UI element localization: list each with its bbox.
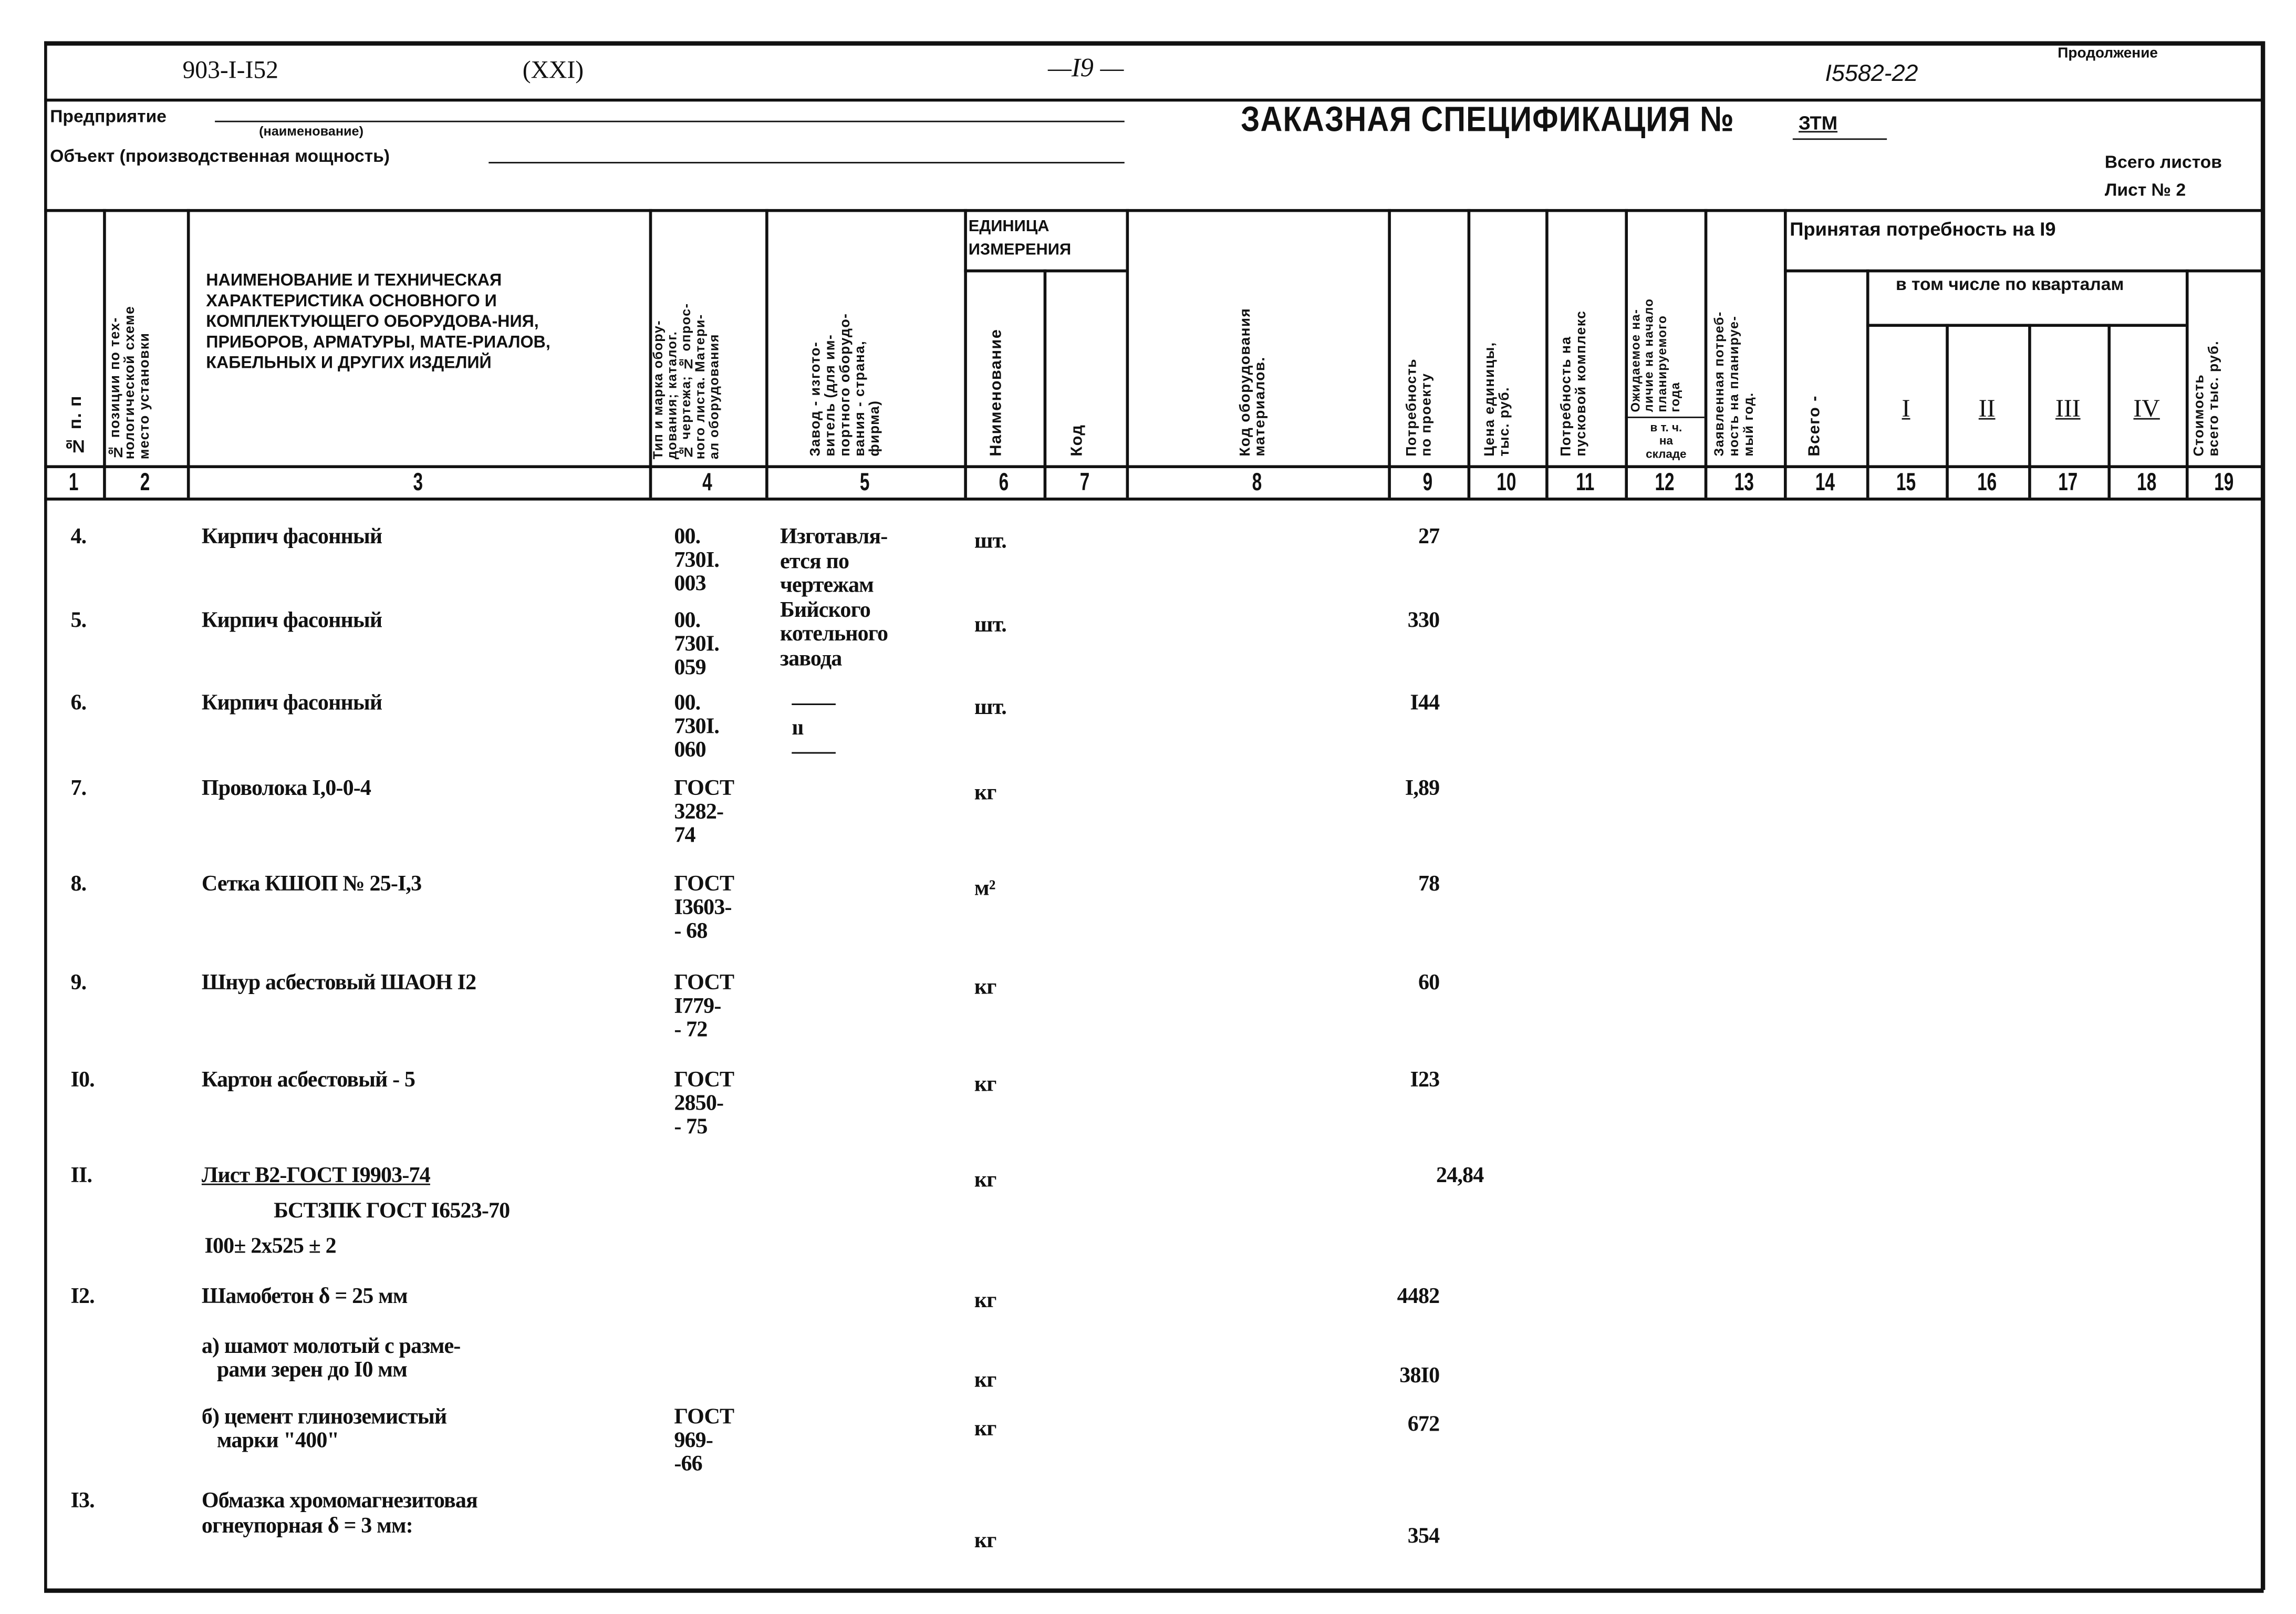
object-line (489, 162, 1124, 163)
frame-right (2261, 41, 2265, 1590)
row-qty: 4482 (1397, 1285, 1440, 1309)
row-unit: кг (974, 1073, 996, 1097)
row-qty: 330 (1407, 609, 1440, 633)
column-number: 9 (1422, 468, 1433, 496)
header-divider (44, 99, 2263, 102)
column-number: 4 (702, 468, 712, 496)
c12-divider (1625, 417, 1704, 418)
column-divider (1468, 209, 1471, 498)
column-divider (187, 209, 190, 498)
accepted-divider (1784, 270, 2262, 273)
column-divider (2186, 270, 2189, 498)
column-divider (964, 209, 967, 498)
enterprise-line (215, 121, 1125, 122)
row-qty: 24,84 (1436, 1164, 1484, 1188)
row-name: БСТЗПК ГОСТ I6523-70 (274, 1199, 510, 1224)
row-type: 00. 730I. 003 (674, 525, 720, 596)
column-number: 1 (68, 468, 79, 496)
colnum-bottom (44, 498, 2263, 501)
column-number: 6 (999, 468, 1009, 496)
row-name: Сетка КШОП № 25-I,3 (201, 873, 422, 897)
column-divider (103, 209, 106, 498)
total-sheets: Всего листов (2104, 151, 2222, 172)
row-qty: I,89 (1405, 777, 1440, 801)
column-number: 7 (1079, 468, 1090, 496)
series: (XXI) (522, 56, 584, 84)
doc-code: 903-I-I52 (182, 56, 279, 84)
row-name: огнеупорная δ = 3 мм: (201, 1515, 413, 1539)
object-label: Объект (производственная мощность) (50, 146, 390, 167)
row-name: Шнур асбестовый ШАОН I2 (201, 971, 476, 996)
column-number: 18 (2137, 468, 2157, 496)
column-divider (765, 209, 768, 498)
row-qty: 27 (1418, 525, 1440, 550)
col11-header: Потребность на пусковой комплекс (1559, 310, 1590, 457)
col14-header: Всего - (1806, 395, 1824, 457)
row-unit: кг (974, 1289, 996, 1313)
row-type: ГОСТ 3282- 74 (674, 777, 734, 848)
row-unit: кг (974, 781, 996, 805)
table-top (44, 209, 2263, 212)
col8-header: Код оборудования материалов. (1238, 307, 1269, 457)
row-maker: Изготавля- ется по чертежам Бийского котельного завода (780, 525, 888, 671)
row-num: I2. (70, 1285, 95, 1309)
col5-header: Завод - изгото- витель (для им- портного оборудо- вания - страна, фирма) (808, 313, 884, 457)
column-divider (1866, 270, 1869, 498)
row-qty: I23 (1410, 1069, 1440, 1093)
col3-header: НАИМЕНОВАНИЕ И ТЕХНИЧЕСКАЯ ХАРАКТЕРИСТИКА ОСНОВНОГО И КОМПЛЕКТУЮЩЕГО ОБОРУДОВА-НИЯ, ПРИБОРОВ, АРМАТУРЫ, МАТЕ-РИАЛОВ, КАБЕЛЬНЫХ И ДРУГИХ ИЗДЕЛИЙ (206, 272, 550, 373)
spec-number: ЗТМ (1799, 111, 1838, 134)
row-num: II. (70, 1164, 92, 1188)
col12-header: Ожидаемое на- личие на начало планируемого года (1628, 298, 1682, 412)
row-unit: кг (974, 1529, 996, 1554)
row-name: Шамобетон δ = 25 мм (201, 1285, 408, 1309)
row-name: а) шамот молотый с разме- (201, 1335, 461, 1359)
row-unit: кг (974, 1369, 996, 1393)
row-unit: кг (974, 1168, 996, 1193)
row-name: Проволока I,0-0-4 (201, 777, 371, 801)
row-num: 4. (70, 525, 87, 550)
archive-number: I5582-22 (1825, 61, 1918, 87)
column-number: 15 (1896, 468, 1916, 496)
column-divider (1545, 209, 1549, 498)
unit-group-header: ЕДИНИЦА ИЗМЕРЕНИЯ (968, 218, 1072, 260)
row-name: б) цемент глиноземистый (201, 1405, 447, 1430)
col17-header: III (2055, 394, 2081, 423)
frame-top (44, 41, 2263, 45)
row-num: I3. (70, 1489, 95, 1514)
quarters-group-header: в том числе по кварталам (1895, 274, 2124, 295)
row-qty: 672 (1407, 1413, 1440, 1437)
column-number: 14 (1815, 468, 1835, 496)
row-type: ГОСТ 969- -66 (674, 1405, 734, 1477)
col19-header: Стоимость всего тыс. руб. (2191, 340, 2223, 457)
enterprise-hint: (наименование) (259, 123, 364, 139)
row-num: 6. (70, 691, 87, 716)
spec-number-line (1793, 138, 1887, 140)
row-type: ГОСТ 2850- - 75 (674, 1069, 734, 1140)
row-name: Кирпич фасонный (201, 525, 382, 550)
column-number: 17 (2058, 468, 2078, 496)
row-name: Лист В2-ГОСТ I9903-74 (201, 1164, 430, 1188)
column-number: 13 (1734, 468, 1754, 496)
row-type: ГОСТ I779- - 72 (674, 971, 734, 1042)
frame-bottom (44, 1588, 2263, 1592)
row-maker: —— ıı —— (792, 691, 835, 764)
accepted-group-header: Принятая потребность на I9 (1790, 218, 2056, 240)
col6-header: Наименование (988, 328, 1005, 457)
col10-header: Цена единицы, тыс. руб. (1482, 342, 1513, 457)
row-type: ГОСТ I3603- - 68 (674, 873, 734, 944)
column-divider (1044, 270, 1047, 498)
col7-header: Код (1068, 424, 1086, 457)
row-unit: шт. (974, 530, 1006, 554)
column-number: 12 (1655, 468, 1675, 496)
row-qty: 354 (1407, 1525, 1440, 1549)
row-type: 00. 730I. 060 (674, 691, 720, 763)
column-number: 11 (1576, 468, 1595, 496)
col1-header: № п. п (65, 395, 86, 457)
page-number: —I9 — (1048, 53, 1124, 82)
row-type: 00. 730I. 059 (674, 609, 720, 680)
column-divider (1388, 209, 1391, 498)
row-qty: 38I0 (1399, 1364, 1440, 1389)
row-num: 7. (70, 777, 87, 801)
column-number: 5 (859, 468, 870, 496)
row-name: Картон асбестовый - 5 (201, 1069, 415, 1093)
col13-header: Заявленная потреб- ность на планируе- мый год. (1711, 311, 1756, 457)
sheet-number: Лист № 2 (2104, 179, 2186, 201)
column-number: 2 (140, 468, 150, 496)
row-qty: 78 (1418, 873, 1440, 897)
row-qty: 60 (1418, 971, 1440, 996)
row-num: 5. (70, 609, 87, 633)
col16-header: II (1978, 394, 1996, 423)
column-number: 8 (1252, 468, 1262, 496)
row-unit: шт. (974, 614, 1006, 638)
row-num: 9. (70, 971, 87, 996)
col9-header: Потребность по проекту (1404, 358, 1435, 457)
row-name: Обмазка хромомагнезитовая (201, 1489, 477, 1514)
col4-header: Тип и марка обору- дования; каталог. № чертежа; № опрос- ного листа. Матери- ал оборудования (650, 303, 721, 460)
col15-header: I (1902, 394, 1910, 423)
row-unit: кг (974, 976, 996, 1000)
row-qty: I44 (1410, 691, 1440, 716)
col12-sub-header: в т. ч. на складе (1646, 421, 1687, 461)
row-name: I00± 2х525 ± 2 (204, 1235, 336, 1259)
row-unit: шт. (974, 696, 1006, 720)
continuation-label: Продолжение (2058, 45, 2158, 62)
spec-title: ЗАКАЗНАЯ СПЕЦИФИКАЦИЯ № (1241, 100, 1734, 140)
col18-header: IV (2133, 394, 2160, 423)
row-unit: кг (974, 1418, 996, 1442)
column-number: 16 (1977, 468, 1997, 496)
row-name: рами зерен до I0 мм (201, 1359, 407, 1383)
row-num: 8. (70, 873, 87, 897)
column-divider (1784, 209, 1787, 498)
frame-left (44, 41, 47, 1590)
col2-header: № позиции по тех- нологической схеме место установки (107, 305, 153, 460)
row-name: Кирпич фасонный (201, 609, 382, 633)
column-number: 19 (2214, 468, 2234, 496)
row-name: марки "400" (201, 1429, 339, 1453)
column-divider (1126, 209, 1129, 498)
column-number: 3 (413, 468, 423, 496)
row-unit: м² (974, 877, 995, 901)
row-num: I0. (70, 1069, 95, 1093)
quarters-divider (1866, 324, 2186, 327)
column-divider (1705, 209, 1708, 498)
row-name: Кирпич фасонный (201, 691, 382, 716)
column-number: 10 (1497, 468, 1516, 496)
enterprise-label: Предприятие (50, 106, 167, 127)
